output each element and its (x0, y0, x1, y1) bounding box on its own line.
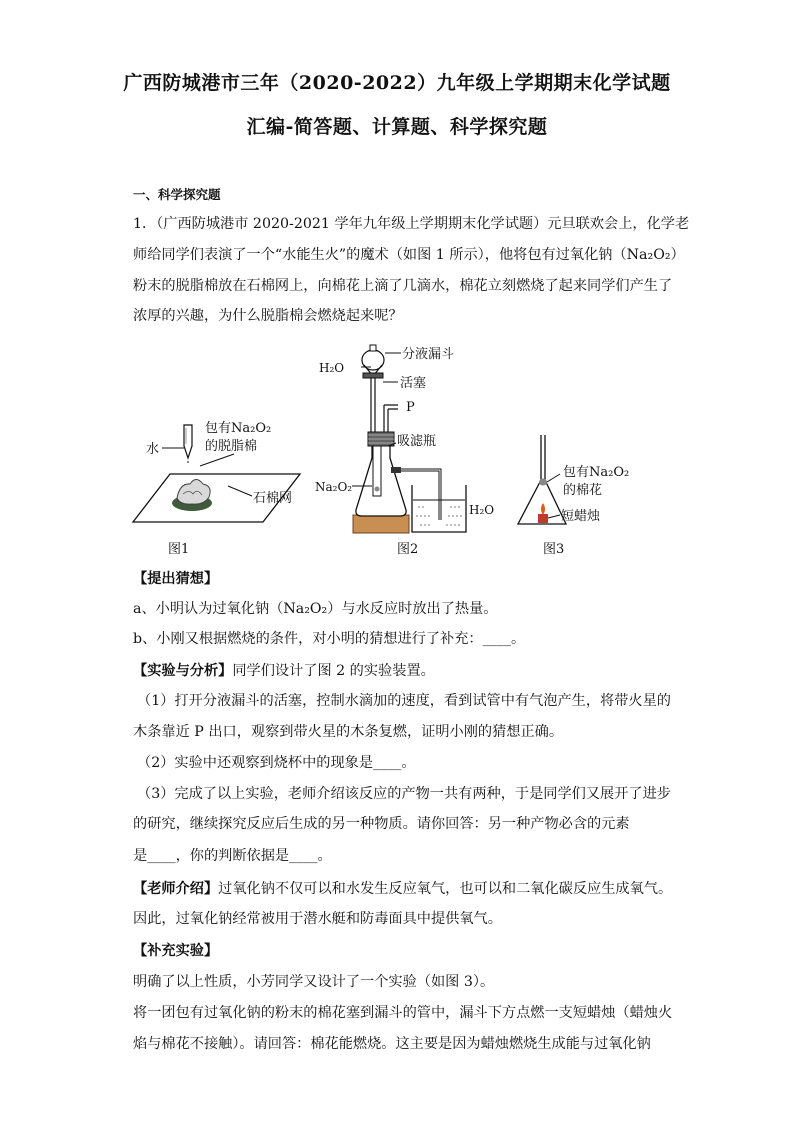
stopcock-label: 活塞 (400, 376, 427, 391)
body-line: 同学们设计了图 2 的实验装置。 (232, 663, 435, 679)
body-line: （2）实验中还观察到烧杯中的现象是____。 (137, 755, 416, 771)
body-line: a、小明认为过氧化钠（Na₂O₂）与水反应时放出了热量。 (133, 601, 498, 617)
body-line: b、小刚又根据燃烧的条件，对小明的猜想进行了补充：____。 (133, 631, 526, 647)
funnel-label: 分液漏斗 (402, 347, 455, 362)
body-line: （1）打开分液漏斗的活塞，控制水滴加的速度，看到试管中有气泡产生，将带火星的 (137, 693, 671, 709)
heading-supplement: 【补充实验】 (133, 943, 219, 959)
gauze-label: 石棉网 (253, 491, 293, 506)
stopcock (363, 373, 383, 378)
h2o-beaker-label: H₂O (469, 503, 495, 517)
teacher-paragraph (133, 878, 672, 898)
heading-guess: 【提出猜想】 (133, 571, 219, 587)
figure-2 (315, 345, 494, 557)
body-line: 焰与棉花不接触）。请回答：棉花能燃烧。这主要是因为蜡烛燃烧生成能与过氧化钠 (133, 1036, 651, 1052)
na2o2-label: Na₂O₂ (315, 480, 353, 494)
cotton-label-2: 的棉花 (563, 483, 603, 498)
figure-1 (133, 421, 300, 557)
question-text-line: 粉末的脱脂棉放在石棉网上，向棉花上滴了几滴水，棉花立刻燃烧了起来同学们产生了 (133, 278, 673, 294)
body-line: 将一团包有过氧化钠的粉末的棉花塞到漏斗的管中，漏斗下方点燃一支短蜡烛（蜡烛火 (133, 1005, 673, 1021)
dropper (184, 425, 192, 458)
cotton-ball (539, 479, 547, 486)
figure-3 (518, 435, 629, 557)
figure-3-caption: 图3 (543, 542, 565, 557)
cotton (177, 480, 210, 505)
cotton-label-2: 的脱脂棉 (205, 439, 258, 454)
h2o-top-label: H₂O (319, 361, 345, 375)
document-title-line1: 广西防城港市三年（2020-2022）九年级上学期期末化学试题 (123, 72, 671, 94)
body-line: 过氧化钠不仅可以和水发生反应氧气，也可以和二氧化碳反应生成氧气。 (218, 881, 673, 897)
wood-block (353, 515, 409, 533)
body-line: 因此，过氧化钠经常被用于潜水艇和防毒面具中提供氧气。 (133, 911, 502, 927)
body-line: （3）完成了以上实验，老师介绍该反应的产物一共有两种，于是同学们又展开了进步 (137, 786, 671, 802)
outlet-label: P (406, 400, 415, 415)
cotton-label-1: 包有Na₂O₂ (205, 421, 272, 436)
candle (538, 514, 548, 523)
figure-2-caption: 图2 (397, 542, 419, 557)
heading-teacher: 【老师介绍】 (133, 881, 219, 897)
cotton-label-1: 包有Na₂O₂ (563, 465, 630, 480)
body-line: 木条靠近 P 出口，观察到带火星的木条复燃，证明小刚的猜想正确。 (133, 724, 564, 740)
question-text-line: 1．（广西防城港市 2020-2021 学年九年级上学期期末化学试题）元旦联欢会上，化学老 (133, 216, 690, 232)
flask-label: 吸滤瓶 (397, 434, 437, 449)
question-text-line: 师给同学们表演了一个“水能生火”的魔术（如图 1 所示），他将包有过氧化钠（Na₂O₂） (133, 247, 685, 263)
water-label: 水 (146, 442, 160, 457)
figure-1-caption: 图1 (168, 542, 190, 557)
question-text-line: 浓厚的兴趣，为什么脱脂棉会燃烧起来呢？ (133, 308, 403, 324)
section-heading: 一、科学探究题 (133, 187, 221, 202)
body-line: 明确了以上性质，小芳同学又设计了一个实验（如图 3）。 (133, 974, 495, 990)
body-line: 是____，你的判断依据是____。 (133, 848, 332, 864)
exp-paragraph (133, 660, 435, 680)
body-line: 的研究，继续探究反应后生成的另一种物质。请你回答：另一种产物必含的元素 (133, 816, 630, 832)
experiment-figures (0, 340, 794, 565)
heading-experiment: 【实验与分析】 (133, 663, 233, 679)
document-title-line2: 汇编-简答题、计算题、科学探究题 (246, 116, 548, 138)
candle-label: 短蜡烛 (561, 509, 601, 524)
